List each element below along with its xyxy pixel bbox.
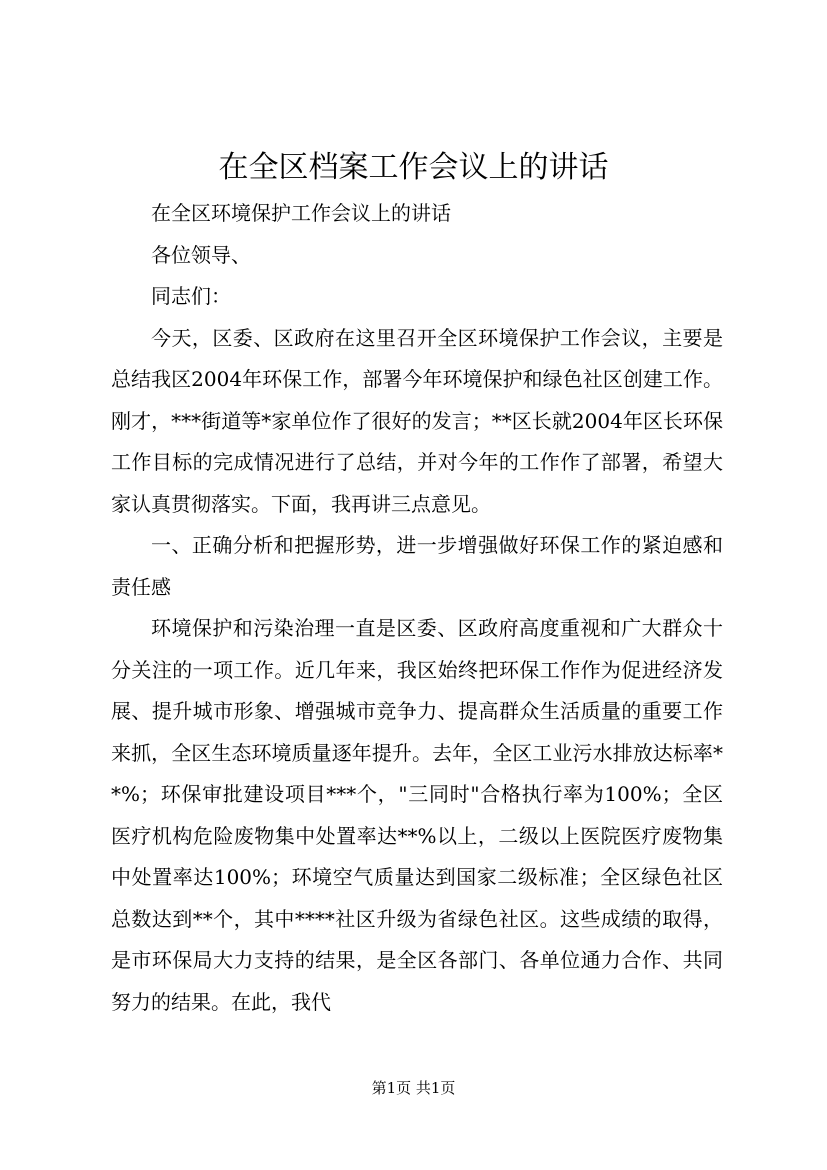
body-paragraph: 今天，区委、区政府在这里召开全区环境保护工作会议，主要是总结我区2004年环保工作，部署今年环境保护和绿色社区创建工作。刚才，***街道等*家单位作了很好的发言；**区长就2004年区长环保工作目标的完成情况进行了总结，并对今年的工作作了部署，希望大家认真贯彻落实。下面，我再讲三点意见。 [111, 325, 723, 516]
subtitle-paragraph: 在全区环境保护工作会议上的讲话 [151, 201, 451, 225]
section-heading: 一、正确分析和把握形势，进一步增强做好环保工作的紧迫感和责任感 [111, 533, 723, 599]
body-paragraph: 环境保护和污染治理一直是区委、区政府高度重视和广大群众十分关注的一项工作。近几年来，我区始终把环保工作作为促进经济发展、提升城市形象、增强城市竞争力、提高群众生活质量的重要工作来抓，全区生态环境质量逐年提升。去年，全区工业污水排放达标率**%；环保审批建设项目***个，"三同时"合格执行率为100%；全区医疗机构危险废物集中处置率达**%以上，二级以上医院医疗废物集中处置率达100%；环境空气质量达到国家二级标准；全区绿色社区总数达到**个，其中****社区升级为省绿色社区。这些成绩的取得，是市环保局大力支持的结果，是全区各部门、各单位通力合作、共同努力的结果。在此，我代 [111, 616, 723, 1014]
page-footer: 第1页 共1页 [371, 1079, 456, 1097]
document-body [111, 193, 723, 1023]
salutation-paragraph: 各位领导、 [151, 242, 251, 267]
salutation-paragraph: 同志们： [151, 284, 231, 308]
document-title: 在全区档案工作会议上的讲话 [218, 150, 609, 185]
